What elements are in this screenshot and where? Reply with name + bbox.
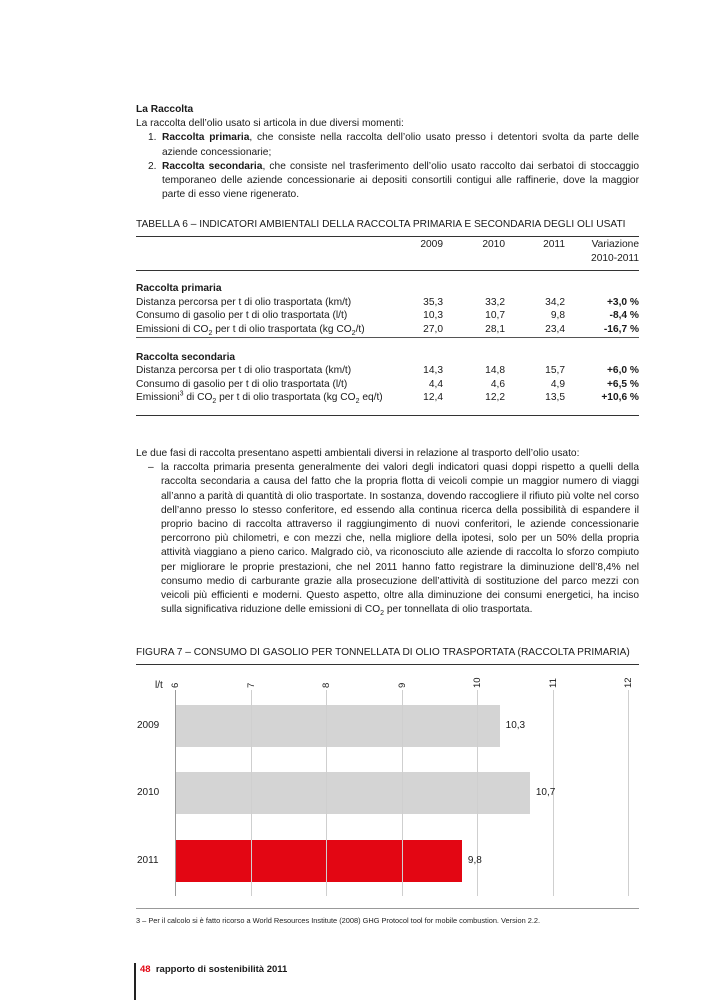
cell-2010: 12,2	[485, 392, 505, 404]
list-number: 1.	[148, 132, 157, 144]
table-row	[136, 296, 639, 310]
header-2011: 2011	[543, 239, 565, 250]
body-intro: Le due fasi di raccolta presentano aspetti ambientali diversi in relazione al trasporto dell’olio usato:	[136, 448, 580, 459]
gridline-9	[402, 690, 403, 896]
cell-2011: 9,8	[550, 310, 565, 322]
cell-2009: 10,3	[423, 310, 443, 322]
cell-2010: 28,1	[485, 323, 505, 335]
cell-variation: +6,5 %	[606, 378, 639, 390]
cell-variation: +10,6 %	[601, 392, 639, 404]
cell-variation: +6,0 %	[606, 365, 639, 377]
list-item-bold: Raccolta secondaria	[162, 160, 263, 172]
cell-2010: 10,7	[485, 310, 505, 322]
table-header-rule	[136, 270, 639, 271]
tick-label-7: 7	[245, 682, 257, 688]
cell-2009: 4,4	[428, 378, 443, 390]
category-label-2011: 2011	[137, 855, 159, 866]
paragraph-text: la raccolta primaria presenta generalmente dei valori degli indicatori quasi doppi rispetto a quelli della raccolta secondaria a causa del fatto che la propria flotta di veicoli compie un maggior numero di viaggi all’anno a parità di quantità di olio trasportate. In sostanza, dovendo raccogliere il rifiuto più volte nel corso dell’anno presso lo stesso conferitore, ed essendo alla continua ricerca della possibilità di espandere il proprio bacino di raccolta attraverso il raggiungimento di nuovi conferitori, le aziende concessionarie percorrono più chilometri, e con mezzi che, nella migliore della ipotesi, solo per un 50% della propria attività viaggiano a pieno carico. Malgrado ciò, va riconosciuto alle aziende di raccolta lo sforzo compiuto per migliorare le proprie prestazioni, che nel 2011 hanno fatto registrare la diminuzione dell’8,4% nel consumo medio di carburante grazie alla prosecuzione dell’attività di sostituzione del parco mezzi con veicoli più efficienti e moderni. Questo aspetto, oltre alla diminuzione dei consumi energetici, ha inciso sulla significativa riduzione delle emissioni di CO	[161, 462, 639, 616]
list-item-2	[136, 160, 639, 203]
figure-top-rule	[136, 664, 639, 665]
row-label: Distanza percorsa per t di olio trasportata (km/t)	[136, 296, 352, 308]
cell-2011: 34,2	[545, 296, 565, 308]
table-row	[136, 378, 639, 392]
table-caption: TABELLA 6 – INDICATORI AMBIENTALI DELLA RACCOLTA PRIMARIA E SECONDARIA DEGLI OLI USATI	[136, 219, 626, 230]
table-row	[136, 364, 639, 378]
cell-2010: 14,8	[485, 365, 505, 377]
group-title-row	[136, 282, 639, 296]
section-intro: La raccolta dell’olio usato si articola in due diversi momenti:	[136, 118, 404, 130]
tick-label-9: 9	[396, 682, 408, 688]
cell-2011: 15,7	[545, 365, 565, 377]
gridline-8	[326, 690, 327, 896]
axis-unit-label: l/t	[155, 680, 163, 691]
value-label-2010: 10,7	[535, 787, 556, 798]
bar-2011	[175, 840, 462, 882]
list-item-text: , che consiste nella raccolta dell’olio usato presso i detentori svolta da parte delle aziende concessionarie;	[162, 132, 640, 158]
header-2009: 2009	[420, 239, 443, 250]
page-footer	[140, 964, 287, 975]
dash-marker: –	[148, 462, 154, 474]
dash-paragraph: – la raccolta primaria presenta generalmente dei valori degli indicatori quasi doppi rispetto a quelli della raccolta secondaria a causa del fatto che la propria flotta di veicoli compie un maggior numero di viaggi all’anno a parità di quantità di olio trasportate. In sostanza, dovendo raccogliere il rifiuto più volte nel corso dell’anno presso lo stesso conferitore, ed essendo alla continua ricerca della possibilità di espandere il proprio bacino di raccolta attraverso il raggiungimento di nuovi conferitori, le aziende concessionarie percorrono più chilometri, e con mezzi che, nella migliore della ipotesi, solo per un 50% della propria attività viaggiano a pieno carico. Malgrado ciò, va riconosciuto alle aziende di raccolta lo sforzo compiuto per migliorare le proprie prestazioni, che nel 2011 hanno fatto registrare la diminuzione dell’8,4% nel consumo medio di carburante grazie alla prosecuzione dell’attività di sostituzione del parco mezzi con veicoli più efficienti e moderni. Questo aspetto, oltre alla diminuzione dei consumi energetici, ha inciso sulla significativa riduzione delle emissioni di $CO_2$ per tonnellata di olio trasportata.	[148, 462, 639, 618]
list-item-text: , che consiste nel trasferimento dell’olio usato raccolto dai serbatoi di stoccaggio temporaneo delle aziende concessionarie ai depositi consortili contigui alle raffinerie, dove la maggior parte di esso viene rigenerato.	[162, 160, 639, 201]
tick-label-8: 8	[321, 682, 332, 688]
row-label: Consumo di gasolio per t di olio trasportata (l/t)	[136, 310, 348, 322]
header-2010: 2010	[482, 239, 505, 250]
table-row	[136, 323, 639, 337]
bar-2009	[175, 705, 500, 747]
cell-2011: 4,9	[550, 378, 565, 390]
table-bottom-rule	[136, 415, 639, 416]
footnote-rule	[136, 908, 639, 909]
tick-label-11: 11	[547, 678, 559, 688]
cell-2011: 23,4	[545, 323, 565, 335]
table-header-row-2	[136, 252, 639, 266]
cell-2010: 4,6	[490, 378, 505, 390]
table-header-row	[136, 238, 639, 252]
footnote: 3 – Per il calcolo si è fatto ricorso a World Resources Institute (2008) GHG Protocol tool for mobile combustion. Version 2.2.	[136, 916, 541, 925]
list-item-1	[136, 131, 639, 159]
cell-variation: -16,7 %	[603, 323, 639, 335]
group-title: Raccolta secondaria	[136, 351, 236, 363]
gridline-7	[251, 690, 252, 896]
section-title: La Raccolta	[136, 104, 194, 115]
row-label: Emissioni$^3$ di $CO_2$ per t di olio trasportata (kg $CO_2$ eq/t)	[136, 390, 383, 406]
section-raccolta	[136, 103, 639, 202]
indicators-table	[136, 238, 639, 405]
cell-2009: 12,4	[423, 392, 443, 404]
row-label: Distanza percorsa per t di olio trasportata (km/t)	[136, 365, 352, 377]
tick-label-6: 6	[170, 682, 181, 688]
cell-2011: 13,5	[545, 392, 565, 404]
figure-caption: FIGURA 7 – CONSUMO DI GASOLIO PER TONNELLATA DI OLIO TRASPORTATA (RACCOLTA PRIMARIA)	[136, 647, 630, 658]
list-number: 2.	[148, 160, 157, 172]
value-label-2011: 9,8	[467, 855, 482, 866]
cell-2009: 35,3	[423, 296, 443, 308]
header-variazione: Variazione	[591, 239, 639, 250]
gridline-6	[175, 690, 176, 896]
table-row	[136, 309, 639, 323]
gridline-12	[628, 690, 629, 896]
value-label-2009: 10,3	[505, 720, 526, 731]
cell-variation: -8,4 %	[609, 310, 639, 322]
tick-label-10: 10	[472, 677, 483, 688]
body-text-2	[136, 447, 639, 617]
cell-2010: 33,2	[485, 296, 505, 308]
cell-2009: 27,0	[423, 323, 443, 335]
category-label-2009: 2009	[137, 720, 160, 731]
row-label: Emissioni di $CO_2$ per t di olio trasportata (kg $CO_2/t$)	[136, 323, 365, 337]
cell-2009: 14,3	[423, 365, 443, 377]
row-label: Consumo di gasolio per t di olio trasportata (l/t)	[136, 378, 348, 390]
group-title: Raccolta primaria	[136, 283, 222, 295]
page-number: 48	[140, 964, 151, 975]
footer-title: rapporto di sostenibilità 2011	[155, 964, 288, 975]
cell-variation: +3,0 %	[606, 296, 639, 308]
table-row	[136, 391, 639, 405]
group-title-row	[136, 351, 639, 365]
tick-label-12: 12	[623, 677, 634, 688]
category-label-2010: 2010	[137, 787, 160, 798]
list-item-bold: Raccolta primaria	[162, 132, 250, 144]
footer-bar	[134, 963, 136, 1000]
header-period: 2010-2011	[591, 252, 639, 264]
table-top-rule	[136, 236, 639, 237]
